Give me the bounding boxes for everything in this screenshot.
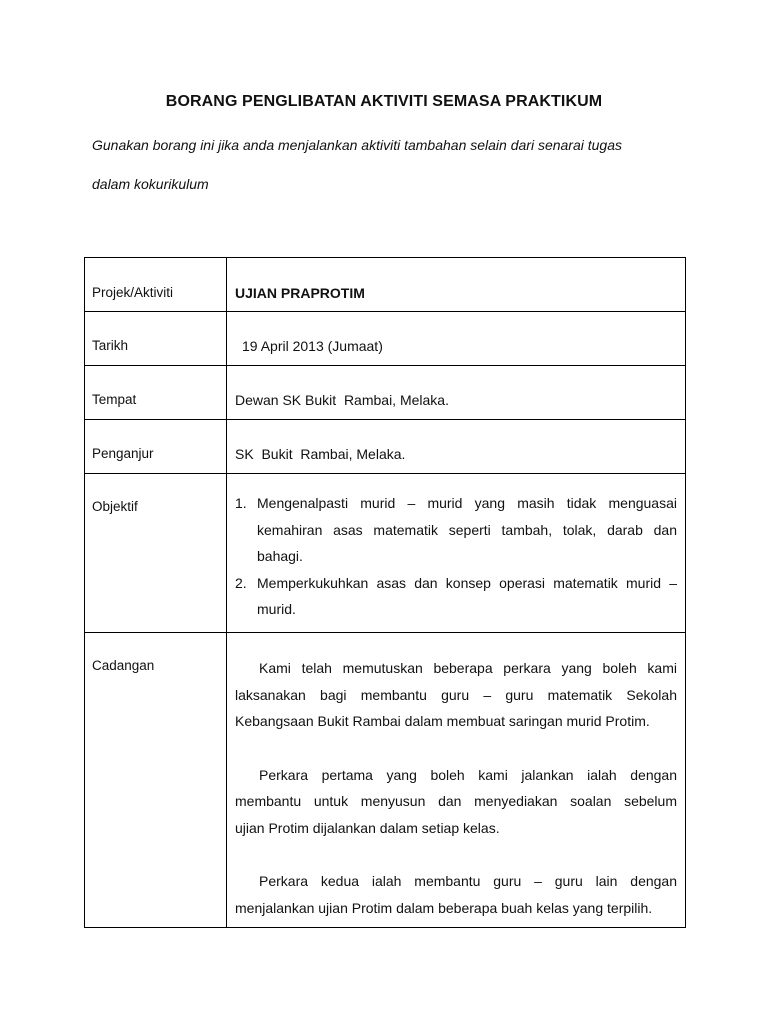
cadangan-text [235,633,677,921]
page-title: BORANG PENGLIBATAN AKTIVITI SEMASA PRAKTIKUM [165,93,603,110]
intro-text-line-1: Gunakan borang ini jika anda menjalankan aktiviti tambahan selain dari senarai tugas [92,137,622,153]
label-objektif: Objektif [92,499,138,514]
label-tarikh: Tarikh [92,338,129,353]
objektif-item-1-line-2: kemahiran asas matematik seperti tambah, tolak, darab dan [257,521,677,538]
table-row-projek [85,258,686,312]
table-row-penganjur [85,420,686,474]
label-projek: Projek/Aktiviti [92,285,174,300]
label-penganjur: Penganjur [92,446,154,461]
objektif-item-2-line-1: 2. Memperkukuhkan asas dan konsep operasi matematik murid – [235,574,677,591]
value-projek: UJIAN PRAPROTIM [235,285,365,301]
cadangan-paragraph-3: Perkara kedua ialah membantu guru – guru lain dengan menjalankan ujian Protim dalam beberapa buah kelas yang terpilih. [235,873,677,916]
value-penganjur: SK Bukit Rambai, Melaka. [235,446,406,462]
cadangan-paragraph-1: Kami telah memutuskan beberapa perkara yang boleh kami laksanakan bagi membantu guru – guru matematik Sekolah Kebangsaan Bukit Rambai dalam membuat saringan murid Protim. [235,660,677,729]
value-tarikh: 19 April 2013 (Jumaat) [242,338,383,354]
table-row-cadangan [85,633,686,928]
label-tempat: Tempat [92,392,137,407]
value-tempat: Dewan SK Bukit Rambai, Melaka. [235,392,449,408]
objektif-item-1-line-3: bahagi. [257,548,303,564]
objektif-item-1-line-1: 1. Mengenalpasti murid – murid yang masih tidak menguasai [235,495,677,511]
activity-form-table [84,257,686,928]
cadangan-paragraph-2: Perkara pertama yang boleh kami jalankan ialah dengan membantu untuk menyusun dan menyediakan soalan sebelum ujian Protim dijalankan dalam setiap kelas. [235,766,677,836]
table-row-objektif [85,474,686,633]
label-cadangan: Cadangan [92,658,155,673]
table-row-tarikh [85,312,686,366]
table-row-tempat [85,366,686,420]
objektif-item-2-line-2: murid. [257,601,296,617]
intro-text-line-2: dalam kokurikulum [92,176,209,192]
objektif-list [235,474,677,623]
